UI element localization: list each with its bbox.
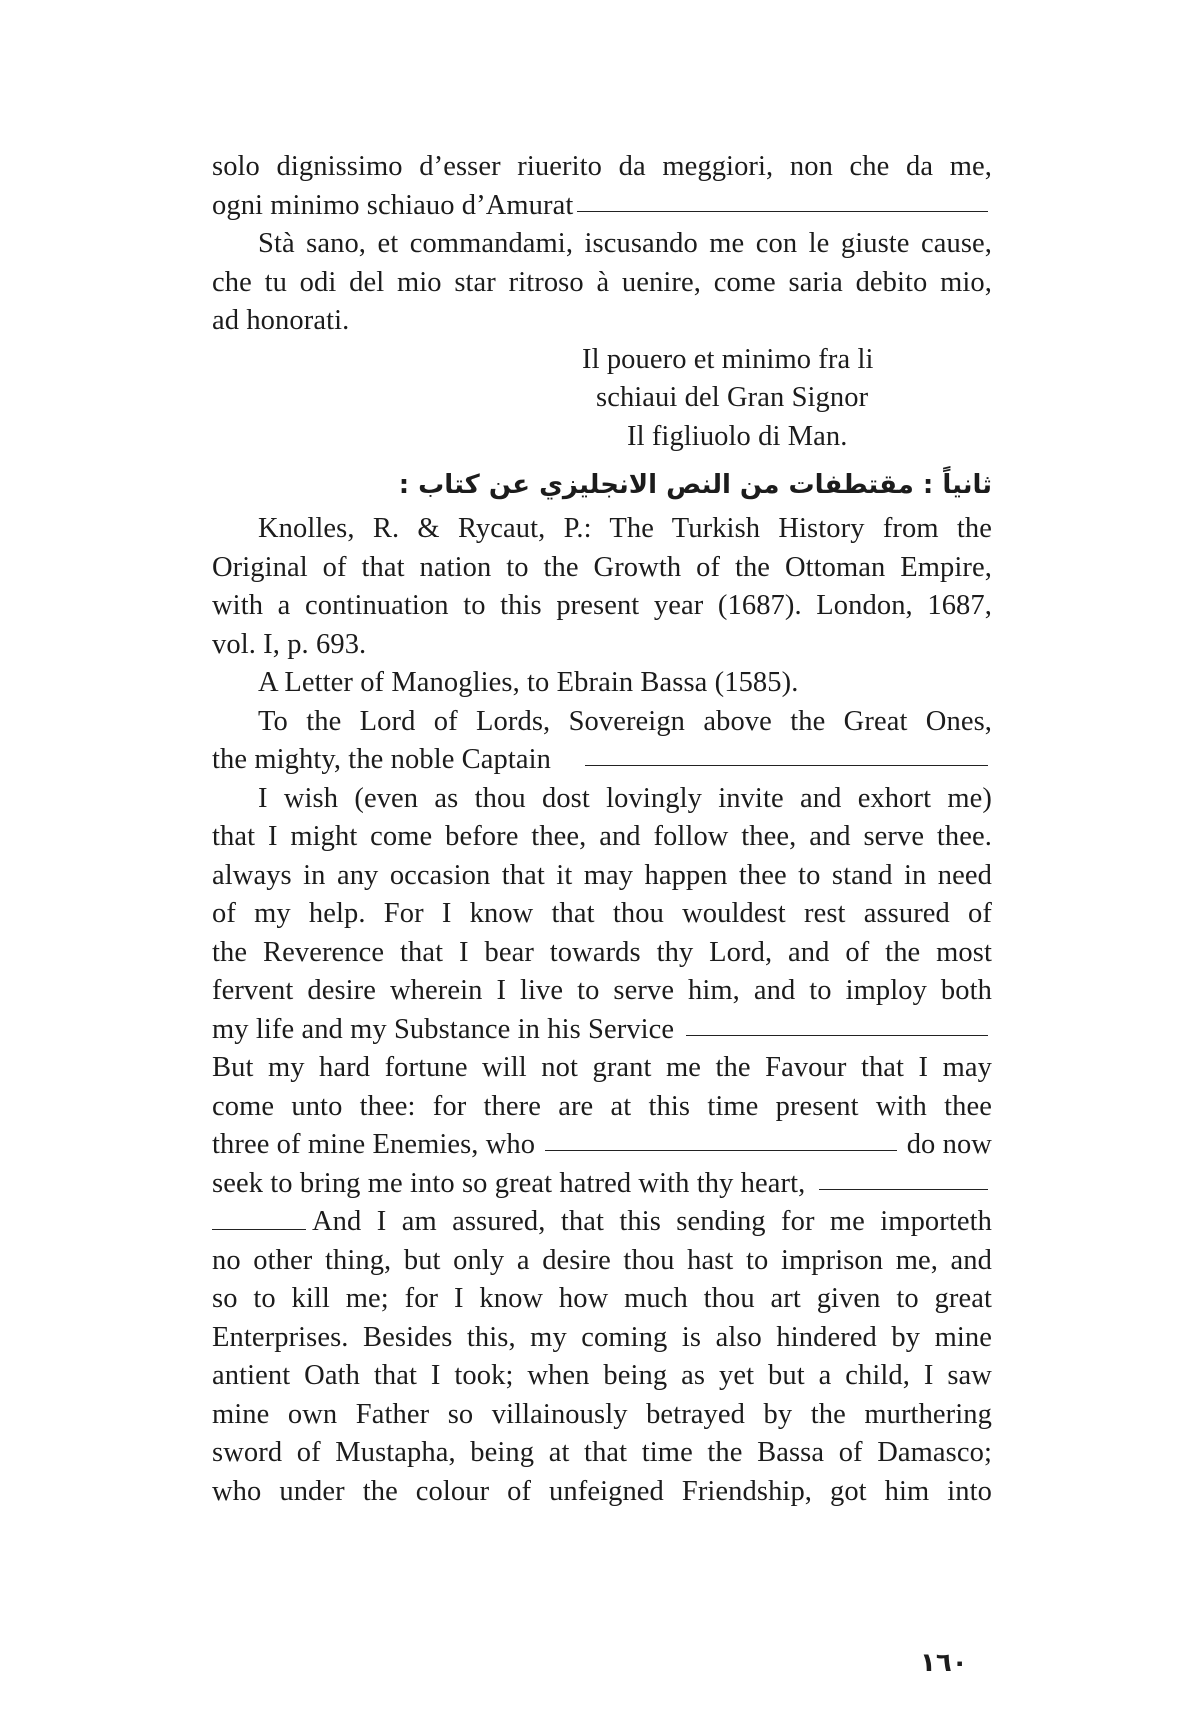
body-line: always in any occasion that it may happen thee to stand in need — [212, 859, 992, 891]
body-line-with-rule — [212, 1165, 992, 1204]
body-line-text: three of mine Enemies, who — [212, 1129, 536, 1160]
horizontal-rule — [545, 1150, 897, 1151]
body-line: sword of Mustapha, being at that time the Bassa of Damasco; — [212, 1437, 992, 1468]
body-line: fervent desire wherein I live to serve him, and to imploy both — [212, 975, 992, 1006]
horizontal-rule — [577, 211, 988, 212]
italian-line: ad honorati. — [212, 305, 350, 336]
horizontal-rule — [686, 1035, 988, 1036]
body-line: But my hard fortune will not grant me the Favour that I may — [212, 1052, 992, 1083]
italian-line: Stà sano, et commandami, iscusando me con le giuste cause, — [258, 228, 992, 259]
italian-line: che tu odi del mio star ritroso à uenire, come saria debito mio, — [212, 266, 992, 298]
body-line: antient Oath that I took; when being as yet but a child, I saw — [212, 1360, 992, 1391]
body-line: I wish (even as thou dost lovingly invite and exhort me) — [258, 782, 992, 814]
citation-line: Knolles, R. & Rycaut, P.: The Turkish History from the — [258, 513, 992, 544]
italian-line-text: ogni minimo schiauo d’Amurat — [212, 189, 574, 221]
citation-line: with a continuation to this present year (1687). London, 1687, — [212, 590, 992, 621]
body-line: mine own Father so villainously betrayed by the murthering — [212, 1398, 992, 1430]
signature-line: Il pouero et minimo fra li — [582, 343, 874, 375]
body-line-text: do now — [906, 1129, 992, 1160]
salutation-line-text: the mighty, the noble Captain — [212, 744, 552, 775]
citation-line: vol. I, p. 693. — [212, 628, 367, 660]
body-line: the Reverence that I bear towards thy Lord, and of the most — [212, 936, 992, 968]
body-line-with-rule — [212, 1011, 992, 1050]
page-text — [212, 148, 992, 1511]
body-line: who under the colour of unfeigned Friendship, got him into — [212, 1475, 992, 1507]
salutation-line: To the Lord of Lords, Sovereign above the Great Ones, — [258, 705, 992, 737]
page-number: ١٦٠ — [920, 1648, 968, 1678]
horizontal-rule — [585, 765, 988, 766]
body-line: no other thing, but only a desire thou hast to imprison me, and — [212, 1244, 992, 1276]
body-line: so to kill me; for I know how much thou art given to great — [212, 1283, 992, 1314]
body-line-text: And I am assured, that this sending for me importeth — [312, 1206, 992, 1237]
horizontal-rule — [212, 1229, 306, 1230]
body-line: Enterprises. Besides this, my coming is also hindered by mine — [212, 1321, 992, 1353]
arabic-section-heading: ثانياً : مقتطفات من النص الانجليزي عن كتاب : — [398, 470, 992, 500]
body-line-text: seek to bring me into so great hatred with thy heart, — [212, 1167, 806, 1199]
body-line-with-rule — [212, 1126, 992, 1165]
citation-line: Original of that nation to the Growth of the Ottoman Empire, — [212, 551, 992, 583]
salutation-line-with-rule — [212, 741, 992, 780]
body-line: that I might come before thee, and follow thee, and serve thee. — [212, 821, 992, 852]
body-line-with-rule — [212, 1203, 992, 1242]
horizontal-rule — [819, 1189, 988, 1190]
signature-line: schiaui del Gran Signor — [596, 382, 869, 413]
letter-title: A Letter of Manoglies, to Ebrain Bassa (1585). — [258, 667, 799, 698]
body-line: come unto thee: for there are at this time present with thee — [212, 1090, 992, 1122]
italian-line: solo dignissimo d’esser riuerito da meggiori, non che da me, — [212, 151, 992, 182]
signature-line: Il figliuolo di Man. — [627, 420, 848, 452]
italian-line-with-rule — [212, 187, 992, 226]
body-line: of my help. For I know that thou wouldest rest assured of — [212, 898, 992, 929]
body-line-text: my life and my Substance in his Service — [212, 1013, 675, 1045]
